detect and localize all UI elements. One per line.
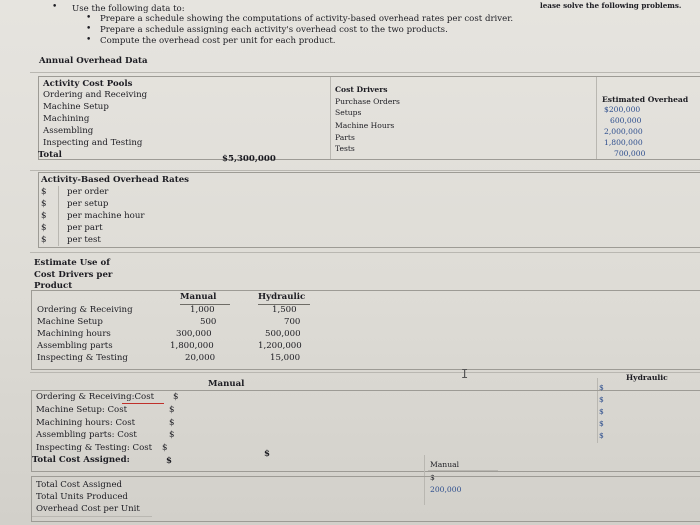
estimate-manual-3: 1,800,000: [170, 341, 214, 351]
estimate-col-hydraulic: Hydraulic: [258, 292, 306, 302]
bullet-1: •: [86, 13, 92, 23]
hydraulic-sym-2: $: [599, 407, 604, 416]
estimate-manual-2: 300,000: [176, 329, 212, 339]
estimate-manual-1: 500: [200, 317, 217, 327]
estimate-title-2: Cost Drivers per: [34, 270, 113, 280]
pool-4: Inspecting and Testing: [43, 138, 143, 148]
assign-label-0: [36, 393, 154, 402]
assign-label-3: Assembling parts: Cost: [36, 430, 137, 440]
assign-col-hydraulic: Hydraulic: [626, 373, 668, 382]
pool-3: Assembling: [43, 126, 94, 136]
rate-label-2: per machine hour: [67, 211, 145, 221]
rate-label-3: per part: [67, 223, 103, 233]
rate-sym-4: $: [41, 235, 47, 245]
annual-total-label: Total: [38, 150, 62, 160]
annual-total-value: $5,300,000: [222, 154, 276, 164]
overhead-0: $200,000: [604, 105, 641, 114]
estimate-hydraulic-1: 700: [284, 317, 301, 327]
text-cursor-icon: I: [461, 367, 469, 381]
driver-1: Setups: [335, 108, 362, 117]
assign-label-2: Machining hours: Cost: [36, 418, 136, 428]
estimate-hydraulic-3: 1,200,000: [258, 341, 302, 351]
pool-0: Ordering and Receiving: [43, 90, 148, 100]
estimate-table-box: [31, 290, 700, 370]
overhead-1: 600,000: [610, 116, 642, 125]
assign-sym-4: $: [162, 443, 168, 453]
instruction-3: Compute the overhead cost per unit for each product.: [100, 36, 336, 46]
assign-col-manual: Manual: [208, 379, 245, 389]
unit-manual-0: $: [430, 473, 435, 482]
estimate-title-1: Estimate Use of: [34, 258, 110, 268]
instruction-1: Prepare a schedule showing the computations of activity-based overhead rates per cost driver.: [100, 14, 514, 24]
pool-2: Machining: [43, 114, 90, 124]
unit-label-2: Overhead Cost per Unit: [36, 504, 140, 514]
rate-sym-2: $: [41, 211, 47, 221]
rate-label-1: per setup: [67, 199, 109, 209]
rate-label-4: per test: [67, 235, 101, 245]
rate-sym-1: $: [41, 199, 47, 209]
overhead-4: 700,000: [614, 149, 646, 158]
estimate-hydraulic-2: 500,000: [265, 329, 301, 339]
col-cost-drivers: Cost Drivers: [335, 85, 388, 94]
driver-3: Parts: [335, 133, 355, 142]
assign-sym-2: $: [169, 418, 175, 428]
unit-manual-1: 200,000: [430, 485, 462, 494]
rate-sym-3: $: [41, 223, 47, 233]
assign-sym-3: $: [169, 430, 175, 440]
col-estimated-overhead: Estimated Overhead: [602, 95, 689, 104]
intro-text: Use the following data to:: [72, 4, 185, 14]
top-right-instruction: lease solve the following problems.: [540, 1, 682, 10]
unit-label-0: Total Cost Assigned: [36, 480, 123, 490]
assign-total-sym-2: $: [264, 449, 270, 459]
hydraulic-sym-3: $: [599, 419, 604, 428]
hydraulic-sym-0: $: [599, 383, 604, 392]
rate-label-0: per order: [67, 187, 109, 197]
assign-total-sym-1: $: [166, 456, 172, 466]
assign-sym-0: $: [173, 392, 179, 402]
unit-col-manual: Manual: [430, 460, 460, 469]
col-activity-cost-pools: Activity Cost Pools: [43, 79, 133, 89]
assign-label-4: Inspecting & Testing: Cost: [36, 443, 153, 453]
estimate-label-0: Ordering & Receiving: [37, 305, 133, 315]
estimate-manual-0: 1,000: [190, 305, 215, 315]
bullet-0: •: [52, 2, 58, 12]
estimate-label-1: Machine Setup: [37, 317, 103, 327]
estimate-hydraulic-4: 15,000: [270, 353, 301, 363]
bullet-2: •: [86, 24, 92, 34]
hydraulic-sym-4: $: [599, 431, 604, 440]
assign-sym-1: $: [169, 405, 175, 415]
driver-2: Machine Hours: [335, 121, 395, 130]
instruction-2: Prepare a schedule assigning each activity's overhead cost to the two products.: [100, 25, 448, 35]
estimate-label-4: Inspecting & Testing: [37, 353, 128, 363]
pool-1: Machine Setup: [43, 102, 109, 112]
overhead-2: 2,000,000: [604, 127, 643, 136]
estimate-manual-4: 20,000: [185, 353, 216, 363]
estimate-hydraulic-0: 1,500: [272, 305, 297, 315]
rates-title: Activity-Based Overhead Rates: [41, 175, 190, 185]
estimate-title-3: Product: [34, 281, 73, 291]
estimate-label-2: Machining hours: [37, 329, 111, 339]
assign-label-0-text: Ordering & Receiving:Cost: [36, 392, 155, 402]
estimate-label-3: Assembling parts: [37, 341, 113, 351]
unit-label-1: Total Units Produced: [36, 492, 128, 502]
hydraulic-sym-1: $: [599, 395, 604, 404]
estimate-col-manual: Manual: [180, 292, 217, 302]
annual-title: Annual Overhead Data: [39, 56, 148, 66]
driver-4: Tests: [335, 144, 355, 153]
assign-label-1: Machine Setup: Cost: [36, 405, 128, 415]
bullet-3: •: [86, 35, 92, 45]
rate-sym-0: $: [41, 187, 47, 197]
overhead-3: 1,800,000: [604, 138, 643, 147]
driver-0: Purchase Orders: [335, 97, 400, 106]
assign-total-label: Total Cost Assigned:: [32, 455, 130, 465]
